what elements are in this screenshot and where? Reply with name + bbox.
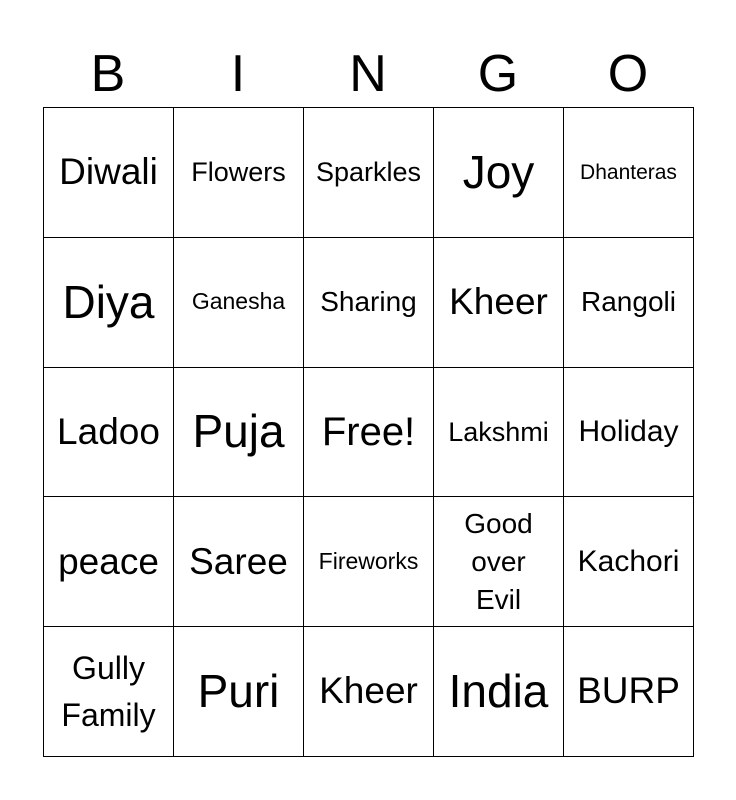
bingo-cell[interactable]: Kachori <box>564 497 694 627</box>
bingo-cell[interactable]: Lakshmi <box>434 368 564 498</box>
bingo-cell[interactable]: peace <box>44 497 174 627</box>
header-letter-o: O <box>607 45 649 103</box>
bingo-cell[interactable]: Flowers <box>174 108 304 238</box>
bingo-cell[interactable]: Ganesha <box>174 238 304 368</box>
bingo-cell[interactable]: Kheer <box>304 627 434 757</box>
bingo-cell[interactable]: Rangoli <box>564 238 694 368</box>
bingo-cell[interactable]: Diya <box>44 238 174 368</box>
header-letter-i: I <box>230 45 246 103</box>
free-space-cell[interactable]: Free! <box>304 368 434 498</box>
bingo-cell[interactable]: Gully Family <box>44 627 174 757</box>
bingo-cell[interactable]: Puja <box>174 368 304 498</box>
bingo-cell[interactable]: Sharing <box>304 238 434 368</box>
bingo-cell[interactable]: Ladoo <box>44 368 174 498</box>
bingo-cell[interactable]: Good over Evil <box>434 497 564 627</box>
header-letter-n: N <box>349 45 387 103</box>
header-letter-g: G <box>477 45 519 103</box>
bingo-cell[interactable]: Joy <box>434 108 564 238</box>
bingo-cell[interactable]: Fireworks <box>304 497 434 627</box>
bingo-cell[interactable]: BURP <box>564 627 694 757</box>
bingo-cell[interactable]: India <box>434 627 564 757</box>
bingo-cell[interactable]: Saree <box>174 497 304 627</box>
bingo-board <box>43 107 694 757</box>
bingo-cell[interactable]: Kheer <box>434 238 564 368</box>
bingo-header <box>43 42 693 106</box>
bingo-cell[interactable]: Dhanteras <box>564 108 694 238</box>
bingo-cell[interactable]: Diwali <box>44 108 174 238</box>
bingo-cell[interactable]: Puri <box>174 627 304 757</box>
bingo-cell[interactable]: Sparkles <box>304 108 434 238</box>
bingo-cell[interactable]: Holiday <box>564 368 694 498</box>
header-letter-b: B <box>90 45 126 103</box>
